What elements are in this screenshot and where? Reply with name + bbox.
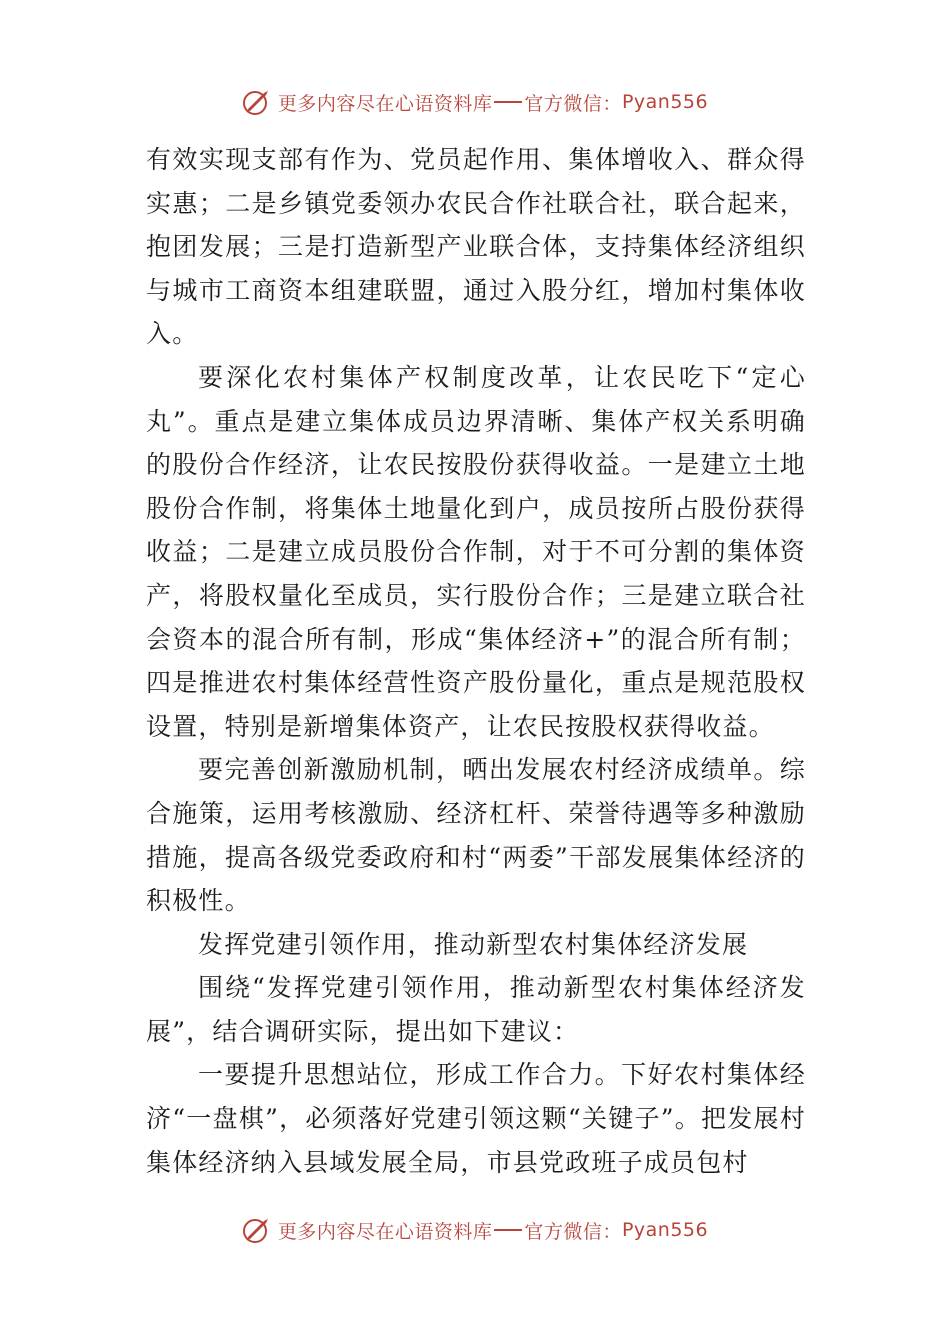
footer-watermark bbox=[0, 1210, 950, 1250]
paragraph-3: 要完善创新激励机制，晒出发展农村经济成绩单。综合施策，运用考核激励、经济杠杆、荣誉待遇等多种激励措施，提高各级党委政府和村“两委”干部发展集体经济的积极性。 bbox=[146, 755, 806, 916]
watermark-handle: Pyan556 bbox=[621, 91, 709, 113]
paragraph-1: 有效实现支部有作为、党员起作用、集体增收入、群众得实惠；二是乡镇党委领办农民合作社联合社，联合起来，抱团发展；三是打造新型产业联合体，支持集体经济组织与城市工商资本组建联盟，通过入股分红，增加村集体收入。 bbox=[146, 145, 806, 349]
pen-logo-icon bbox=[242, 87, 272, 117]
watermark-site-text: 更多内容尽在心语资料库 bbox=[277, 92, 493, 115]
pen-logo-icon bbox=[242, 1215, 272, 1245]
watermark-official-label: 官方微信： bbox=[524, 1220, 622, 1243]
paragraph-2: 要深化农村集体产权制度改革，让农民吃下“定心丸”。重点是建立集体成员边界清晰、集体产权关系明确的股份合作经济，让农民按股份获得收益。一是建立土地股份合作制，将集体土地量化到户，成员按所占股份获得收益；二是建立成员股份合作制，对于不可分割的集体资产，将股权量化至成员，实行股份合作；三是建立联合社会资本的混合所有制，形成“集体经济+”的混合所有制；四是推进农村集体经营性资产股份量化，重点是规范股权设置，特别是新增集体资产，让农民按股权获得收益。 bbox=[146, 362, 806, 741]
section-heading: 发挥党建引领作用，推动新型农村集体经济发展 bbox=[198, 929, 749, 959]
watermark-official-label: 官方微信： bbox=[524, 92, 622, 115]
watermark-handle: Pyan556 bbox=[621, 1219, 709, 1241]
header-watermark bbox=[0, 82, 950, 122]
document-body bbox=[146, 138, 806, 1184]
paragraph-4: 围绕“发挥党建引领作用，推动新型农村集体经济发展”，结合调研实际，提出如下建议： bbox=[146, 973, 806, 1046]
watermark-site-text: 更多内容尽在心语资料库 bbox=[277, 1220, 493, 1243]
watermark-separator bbox=[494, 101, 522, 103]
paragraph-5: 一要提升思想站位，形成工作合力。下好农村集体经济“一盘棋”，必须落好党建引领这颗“关键子”。把发展村集体经济纳入县域发展全局，市县党政班子成员包村 bbox=[146, 1060, 806, 1177]
watermark-separator bbox=[494, 1229, 522, 1231]
